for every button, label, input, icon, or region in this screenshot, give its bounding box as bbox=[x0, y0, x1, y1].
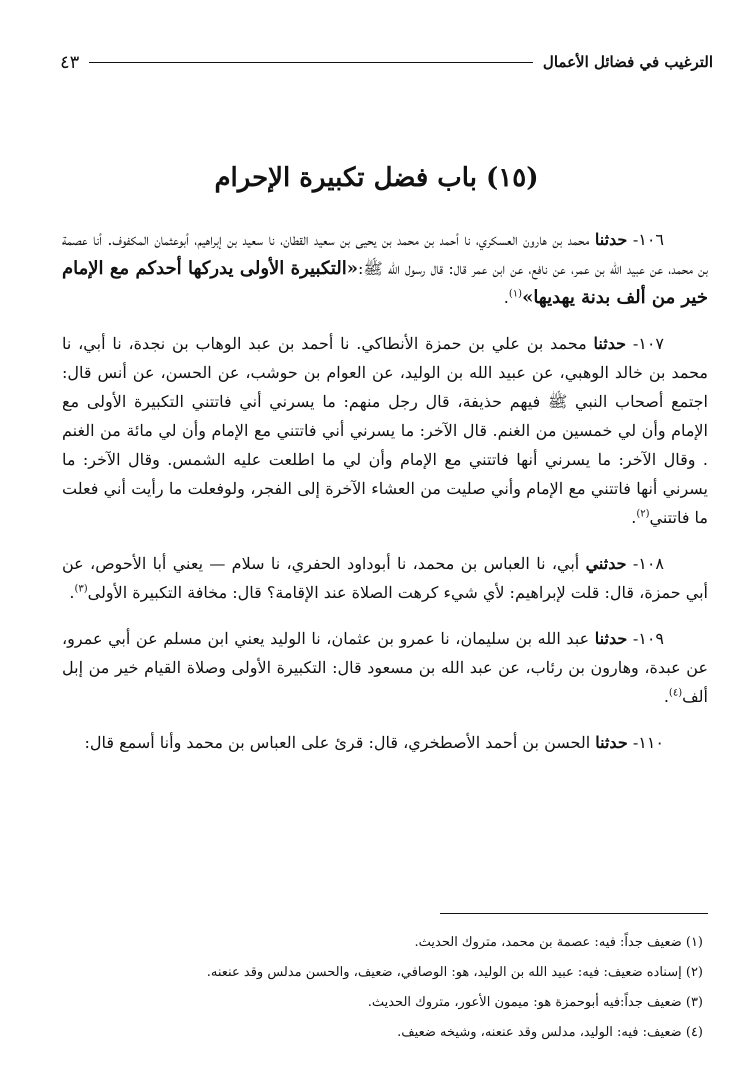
hadith-end: . bbox=[631, 508, 637, 527]
hadith-number: ١٠٨- bbox=[632, 554, 664, 573]
footnote-ref: (٤) bbox=[668, 687, 683, 699]
chapter-title: (١٥) باب فضل تكبيرة الإحرام bbox=[214, 163, 539, 193]
page-number: ٤٣ bbox=[60, 51, 80, 73]
footnote-ref: (٢) bbox=[636, 508, 650, 520]
hadith-text: عبد الله بن سليمان، نا عمرو بن عثمان، نا الوليد يعني ابن مسلم عن أبي عمرو، عن عبدة، وهارون بن رئاب، عن عبد الله بن مسعود قال: التكبيرة الأولى وصلاة القيام خير من إبل ألف bbox=[62, 629, 708, 706]
hadith-end: . bbox=[663, 687, 669, 706]
hadith-end: . bbox=[69, 583, 75, 602]
hadith-number: ١٠٧- bbox=[632, 334, 665, 353]
running-title: الترغيب في فضائل الأعمال bbox=[542, 53, 713, 71]
hadith-text: الحسن بن أحمد الأصطخري، قال: قرئ على العباس بن محمد وأنا أسمع قال: bbox=[84, 733, 591, 752]
hadith-lead: حدثنا bbox=[594, 629, 628, 648]
footnotes bbox=[62, 928, 703, 1048]
hadith-108 bbox=[62, 549, 708, 607]
page-header bbox=[60, 48, 713, 76]
hadith-end: . bbox=[503, 288, 509, 307]
hadith-lead: حدثنا bbox=[595, 733, 628, 752]
hadith-text: محمد بن علي بن حمزة الأنطاكي. نا أحمد بن عبد الوهاب بن نجدة، نا أبي، نا محمد بن خالد الوهبي، عن عبيد الله بن الوليد، عن العوام بن حوشب، عن الحسن، عن أنس قال: اجتمع أصحاب النبي ﷺ فيهم حذيفة، قال رجل منهم: ما يسرني أني فاتتني التكبيرة الأولى مع الإمام وأن لي خمسين من الغنم. قال الآخر: ما يسرني أني فاتتني مع الإمام وأن لي مائة من الغنم . وقال الآخر: ما يسرني أنها فاتتني مع الإمام وأن لي ما اطلعت عليه الشمس. وقال الآخر: ما يسرني أنها فاتتني مع الإمام وأني صليت من العشاء الآخرة إلى الفجر، ولوفعلت ما رأيت أني فعلت ما فاتتني bbox=[62, 334, 708, 527]
hadith-text: أبي، نا العباس بن محمد، نا أبوداود الحفري، نا سلام — يعني أبا الأحوص، عن أبي حمزة، قال: قلت لإبراهيم: لأي شيء كرهت الصلاة عند الإقامة؟ قال: مخافة التكبيرة الأولى bbox=[62, 554, 708, 602]
hadith-lead: حدثنا bbox=[593, 334, 626, 353]
header-rule bbox=[89, 62, 533, 63]
footnote-3: (٣) ضعيف جداً:فيه أبوحمزة هو: ميمون الأعور، متروك الحديث. bbox=[367, 995, 703, 1010]
hadith-106 bbox=[62, 225, 708, 312]
hadith-text: محمد بن هارون العسكري، نا أحمد بن محمد بن يحيى بن سعيد القطان، نا سعيد بن إبراهيم، أبوعثمان المكفوف. أنا عصمة بن محمد، عن عبيد الله بن عمر، عن نافع، عن ابن عمر قال: قال رسول الله ﷺ: bbox=[62, 230, 709, 278]
hadith-109 bbox=[62, 624, 708, 711]
footnote-1: (١) ضعيف جداً: فيه: عصمة بن محمد، متروك الحديث. bbox=[414, 935, 703, 950]
hadith-number: ١١٠- bbox=[632, 733, 664, 752]
hadith-lead: حدثنا bbox=[594, 230, 628, 249]
hadith-lead: حدثني bbox=[585, 554, 627, 573]
main-text bbox=[62, 225, 708, 774]
hadith-highlight: «التكبيرة الأولى يدركها أحدكم مع الإمام خير من ألف بدنة يهديها» bbox=[62, 258, 708, 308]
hadith-number: ١٠٦- bbox=[632, 230, 664, 249]
hadith-110 bbox=[62, 728, 708, 757]
hadith-107 bbox=[62, 329, 708, 532]
footnote-2: (٢) إسناده ضعيف: فيه: عبيد الله بن الوليد، هو: الوصافي، ضعيف، والحسن مدلس وقد عنعنه. bbox=[206, 965, 703, 980]
footnote-ref: (١) bbox=[508, 288, 523, 300]
footnote-ref: (٣) bbox=[74, 583, 88, 595]
hadith-number: ١٠٩- bbox=[632, 629, 664, 648]
footnote-4: (٤) ضعيف: فيه: الوليد، مدلس وقد عنعنه، وشيخه ضعيف. bbox=[397, 1025, 703, 1040]
footnote-separator bbox=[440, 913, 708, 914]
